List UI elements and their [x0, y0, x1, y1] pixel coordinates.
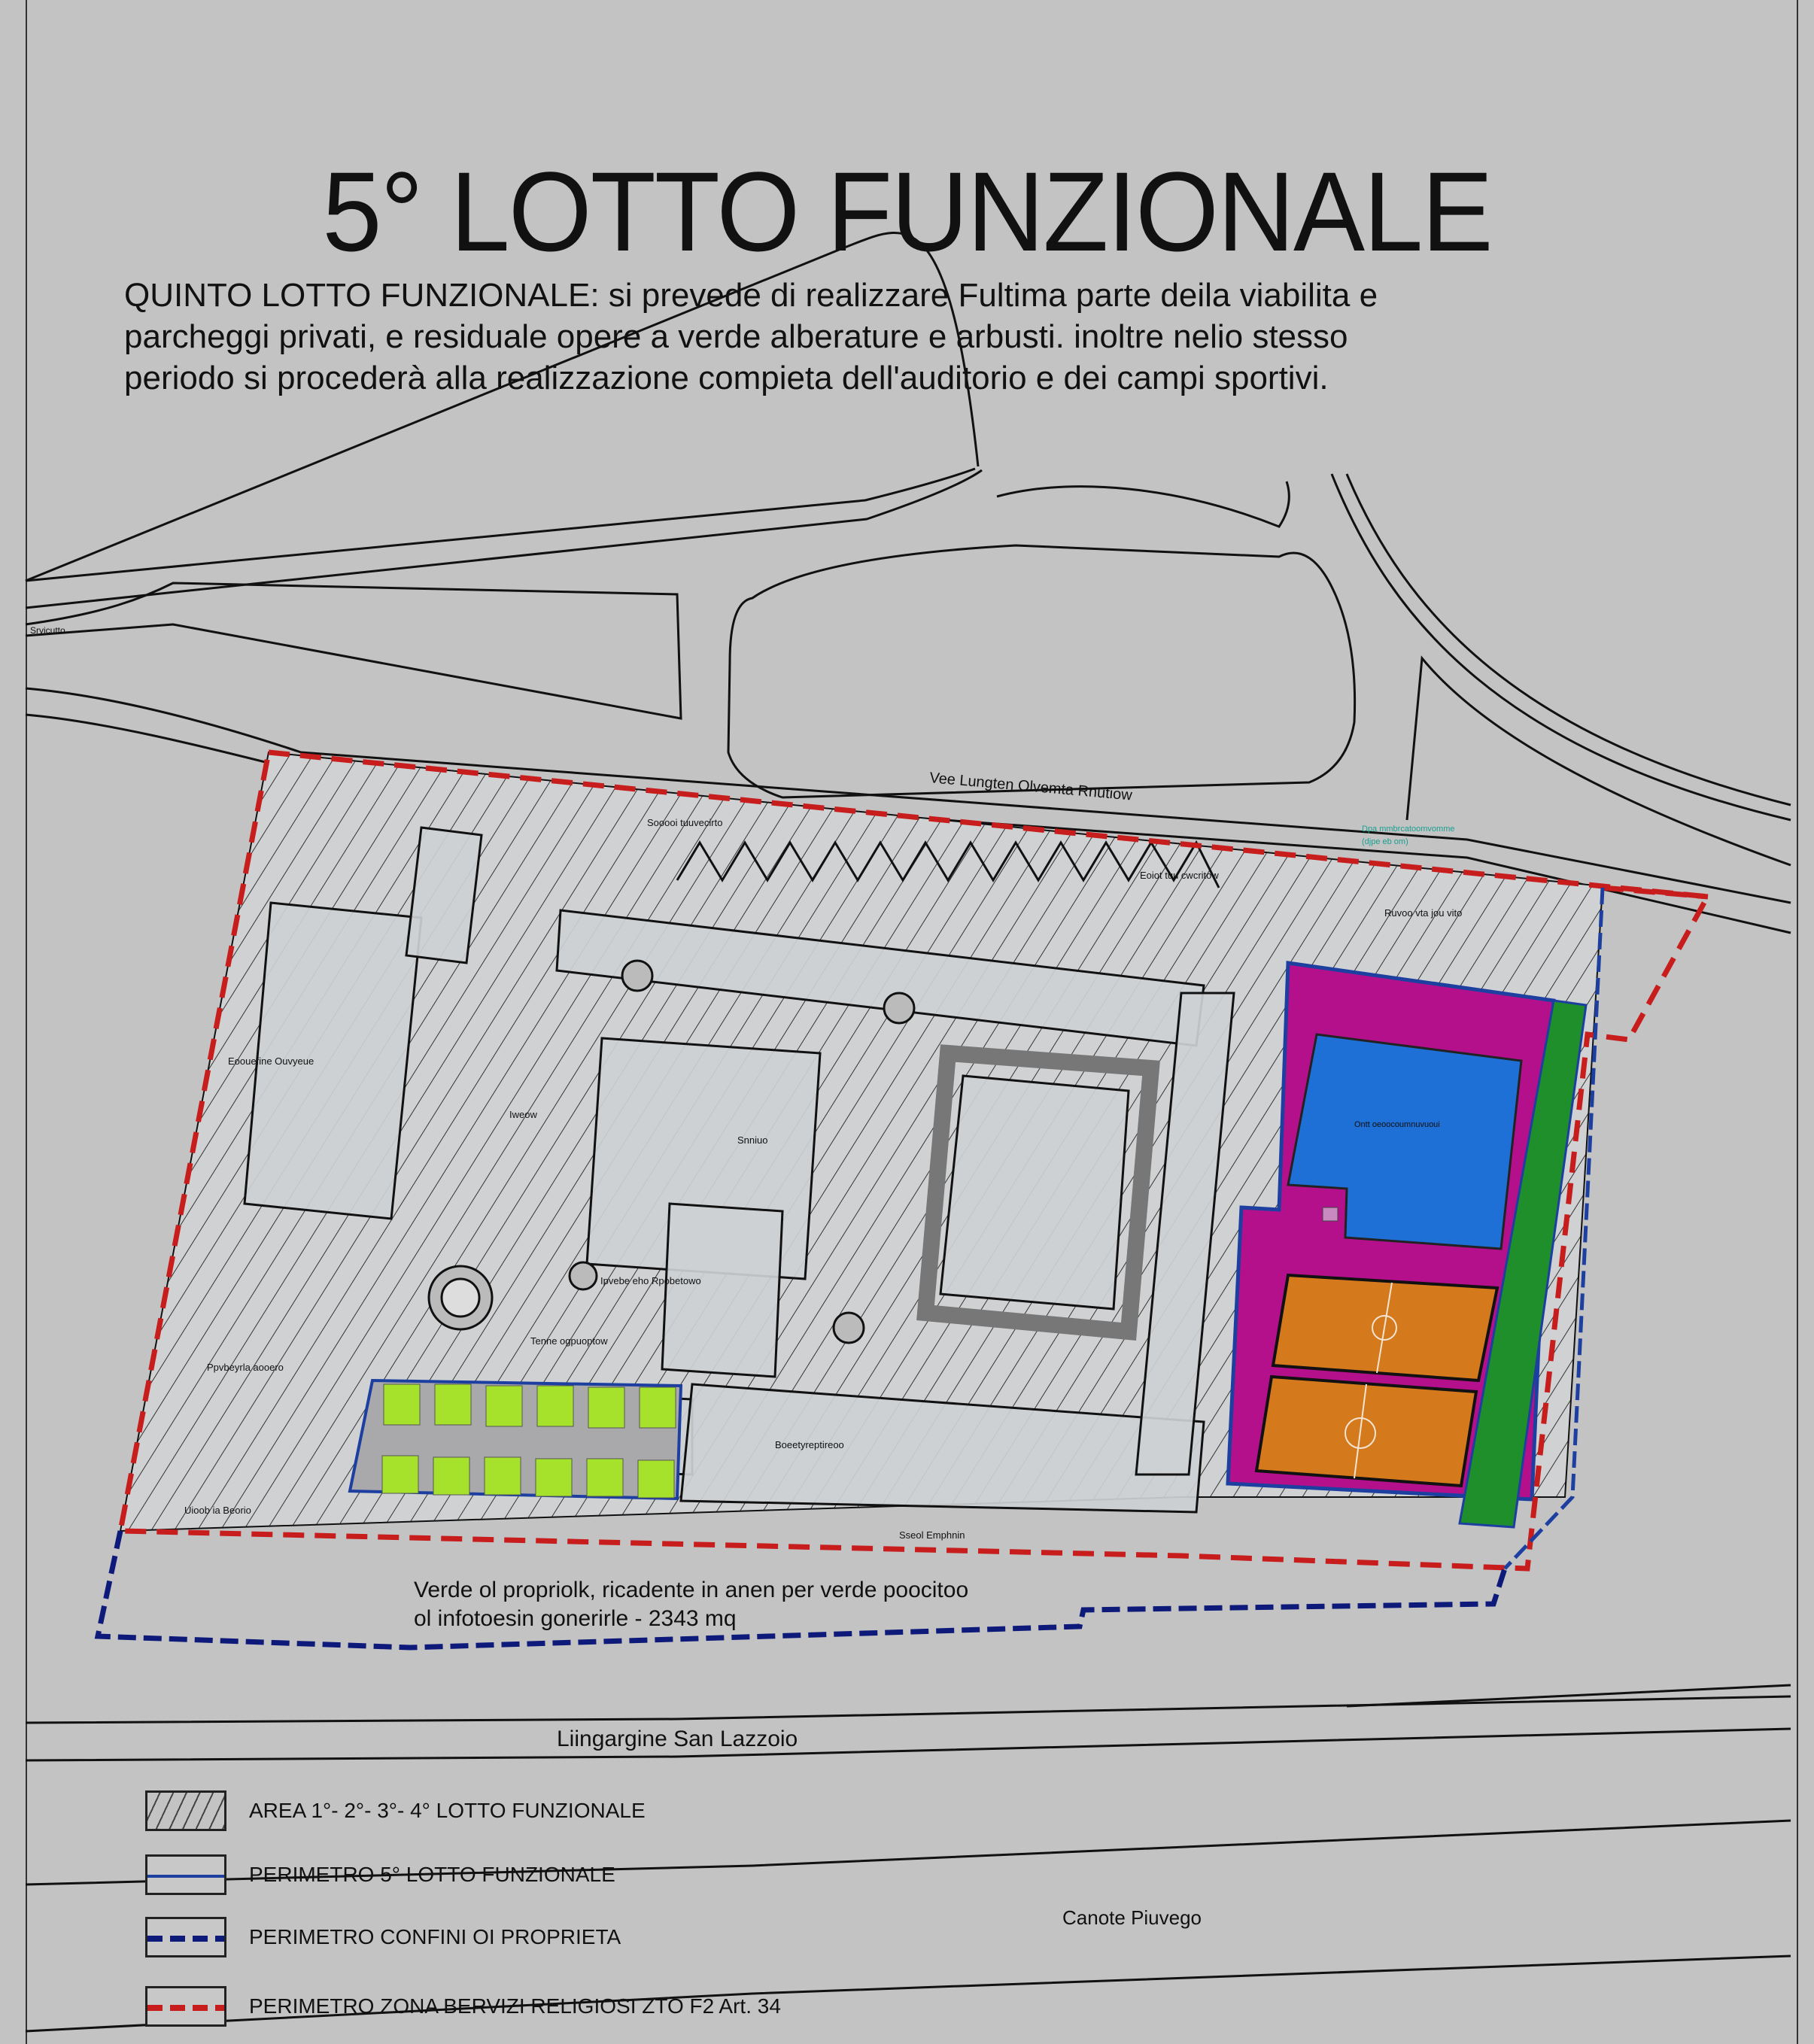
teal-note-1: Dpa mmbrcatoomvomme [1362, 825, 1455, 834]
canal-label: Canote Piuvego [1062, 1906, 1202, 1929]
label-pedestrian-west: Ppvbeyrla aooero [207, 1362, 284, 1373]
label-pedestrian-sw: Uioob ia Beorio [184, 1505, 251, 1516]
hatch-swatch-icon [145, 1790, 226, 1831]
description-line-2: parcheggi privati, e residuale opere a verde alberature e arbusti. inoltre nelio stesso [124, 318, 1348, 355]
green-area-note-line-1: Verde ol propriolk, ricadente in anen per verde poocitoo [414, 1578, 969, 1602]
label-parking-strip: Boeetyreptireoo [775, 1439, 844, 1450]
navy-dashed-swatch-icon [145, 1917, 226, 1957]
label-left-building: Eoouefine Ouvyeue [228, 1055, 314, 1067]
label-courtyard: Iweow [509, 1109, 537, 1120]
page-title: 5° LOTTO FUNZIONALE [322, 148, 1492, 275]
lot5-parking [350, 1380, 681, 1499]
label-church: Snniuo [737, 1134, 768, 1146]
label-auditorium: Ontt oeoocoumnuvuoui [1354, 1120, 1440, 1129]
legend-label: AREA 1°- 2°- 3°- 4° LOTTO FUNZIONALE [249, 1799, 646, 1822]
legend-label: PERIMETRO ZONA BERVIZI RELIGIOSI ZTO F2 Art. 34 [249, 1994, 781, 2018]
legend-label: PERIMETRO CONFINI OI PROPRIETA [249, 1925, 621, 1948]
label-fountain: Ipvebe eho Rpobetowo [600, 1275, 701, 1286]
legend-item-lot5-perimeter [145, 1854, 615, 1895]
legend-item-hatched-area [145, 1790, 646, 1831]
blue-line-swatch-icon [145, 1854, 226, 1895]
legend-item-property-perimeter [145, 1917, 621, 1957]
legend-label: PERIMETRO 5° LOTTO FUNZIONALE [249, 1863, 615, 1886]
label-sport-north: Ruvoo vta jou vito [1384, 907, 1463, 919]
green-area-note [414, 1576, 968, 1633]
label-parking-right: Eoiot tuu cwcritow [1140, 870, 1219, 881]
legend-item-religious-zone-perimeter [145, 1986, 781, 2027]
road-label-bottom: Liingargine San Lazzoio [557, 1727, 798, 1751]
description-line-3: periodo si procederà alla realizzazione compieta dell'auditorio e dei campi sportivi. [124, 360, 1329, 396]
left-edge-label: Srvicutto [30, 625, 65, 636]
green-area-note-line-2: ol infotoesin gonerirle - 2343 mq [414, 1606, 737, 1631]
label-parking-top: Sooooi tuuvecirto [647, 817, 723, 828]
teal-note-2: (djpe eb om) [1362, 837, 1408, 846]
label-plaza: Tenne ogpuoptow [530, 1335, 608, 1347]
football-court [1256, 1377, 1476, 1486]
red-dashed-swatch-icon [145, 1986, 226, 2027]
description-line-1: QUINTO LOTTO FUNZIONALE: si prevede di realizzare Fultima parte deila viabilita e [124, 277, 1378, 314]
label-bottom-road: Sseol Emphnin [899, 1529, 965, 1541]
street-label-top: Vee Lungten Olvemta Rnutiow [928, 770, 1133, 804]
